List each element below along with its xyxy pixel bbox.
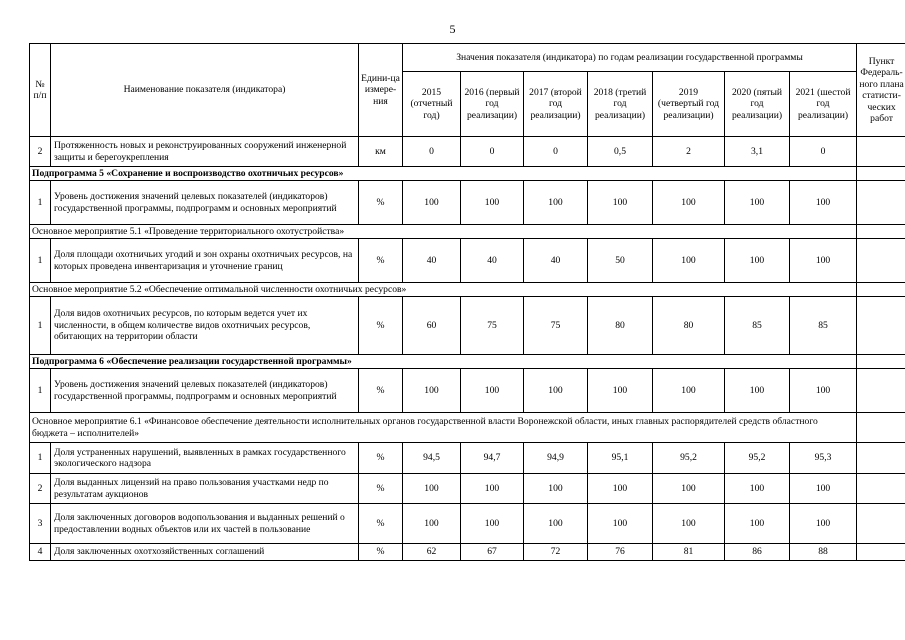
value-cell: 100	[790, 181, 857, 225]
main-event-row	[30, 283, 905, 297]
value-cell: 81	[653, 544, 725, 561]
table-row	[30, 181, 905, 225]
value-cell: 100	[653, 504, 725, 544]
indicator-name: Протяженность новых и реконструированных сооружений инженерной защиты и берегоукрепления	[51, 137, 359, 167]
fed-plan-cell	[857, 297, 905, 355]
value-cell: 100	[403, 474, 461, 504]
value-cell: 94,5	[403, 443, 461, 474]
value-cell: 80	[653, 297, 725, 355]
value-cell: 0	[403, 137, 461, 167]
value-cell: 76	[588, 544, 653, 561]
value-cell: 100	[461, 504, 524, 544]
fed-plan-cell	[857, 225, 905, 239]
subprogram-row	[30, 355, 905, 369]
table-row	[30, 504, 905, 544]
table-row	[30, 544, 905, 561]
value-cell: 100	[461, 181, 524, 225]
value-cell: 100	[653, 239, 725, 283]
unit-cell: %	[359, 443, 403, 474]
fed-plan-cell	[857, 413, 905, 443]
header-year-0: 2015 (отчетный год)	[403, 72, 461, 137]
row-number: 2	[30, 137, 51, 167]
unit-cell: %	[359, 181, 403, 225]
value-cell: 100	[725, 474, 790, 504]
value-cell: 80	[588, 297, 653, 355]
value-cell: 94,7	[461, 443, 524, 474]
indicator-name: Уровень достижения значений целевых показателей (индикаторов) государственной программы, подпрограмм и основных мероприятий	[51, 181, 359, 225]
value-cell: 100	[725, 504, 790, 544]
value-cell: 50	[588, 239, 653, 283]
row-number: 2	[30, 474, 51, 504]
value-cell: 100	[403, 504, 461, 544]
value-cell: 88	[790, 544, 857, 561]
value-cell: 62	[403, 544, 461, 561]
value-cell: 100	[524, 474, 588, 504]
value-cell: 0,5	[588, 137, 653, 167]
value-cell: 2	[653, 137, 725, 167]
main-event-title: Основное мероприятие 5.2 «Обеспечение оптимальной численности охотничьих ресурсов»	[30, 283, 857, 297]
value-cell: 100	[403, 369, 461, 413]
value-cell: 100	[588, 504, 653, 544]
header-fed-plan: Пункт Федераль-ного плана статисти-ческих работ	[857, 44, 905, 137]
value-cell: 95,2	[653, 443, 725, 474]
value-cell: 100	[588, 474, 653, 504]
fed-plan-cell	[857, 239, 905, 283]
indicator-name: Уровень достижения значений целевых показателей (индикаторов) государственной программы, подпрограмм и основных мероприятий	[51, 369, 359, 413]
value-cell: 0	[461, 137, 524, 167]
header-year-4: 2019 (четвертый год реализации)	[653, 72, 725, 137]
unit-cell: %	[359, 544, 403, 561]
value-cell: 100	[790, 239, 857, 283]
value-cell: 85	[790, 297, 857, 355]
fed-plan-cell	[857, 137, 905, 167]
row-number: 3	[30, 504, 51, 544]
table-row	[30, 474, 905, 504]
table-row	[30, 443, 905, 474]
subprogram-row	[30, 167, 905, 181]
row-number: 4	[30, 544, 51, 561]
value-cell: 75	[524, 297, 588, 355]
value-cell: 100	[790, 504, 857, 544]
value-cell: 100	[461, 369, 524, 413]
row-number: 1	[30, 443, 51, 474]
indicator-name: Доля заключенных охотхозяйственных соглашений	[51, 544, 359, 561]
indicators-table	[29, 43, 905, 561]
unit-cell: %	[359, 297, 403, 355]
value-cell: 60	[403, 297, 461, 355]
value-cell: 100	[725, 181, 790, 225]
value-cell: 100	[524, 181, 588, 225]
value-cell: 86	[725, 544, 790, 561]
value-cell: 40	[403, 239, 461, 283]
fed-plan-cell	[857, 355, 905, 369]
fed-plan-cell	[857, 283, 905, 297]
unit-cell: %	[359, 369, 403, 413]
unit-cell: %	[359, 474, 403, 504]
fed-plan-cell	[857, 167, 905, 181]
value-cell: 100	[790, 369, 857, 413]
value-cell: 100	[653, 369, 725, 413]
value-cell: 100	[790, 474, 857, 504]
main-event-title: Основное мероприятие 5.1 «Проведение территориального охотустройства»	[30, 225, 857, 239]
unit-cell: %	[359, 239, 403, 283]
value-cell: 100	[725, 239, 790, 283]
header-year-1: 2016 (первый год реализации)	[461, 72, 524, 137]
fed-plan-cell	[857, 504, 905, 544]
header-year-2: 2017 (второй год реализации)	[524, 72, 588, 137]
value-cell: 40	[461, 239, 524, 283]
value-cell: 75	[461, 297, 524, 355]
subprogram-title: Подпрограмма 5 «Сохранение и воспроизводство охотничьих ресурсов»	[30, 167, 857, 181]
header-name: Наименование показателя (индикатора)	[51, 44, 359, 137]
fed-plan-cell	[857, 181, 905, 225]
header-year-5: 2020 (пятый год реализации)	[725, 72, 790, 137]
unit-cell: км	[359, 137, 403, 167]
value-cell: 0	[790, 137, 857, 167]
fed-plan-cell	[857, 369, 905, 413]
header-year-6: 2021 (шестой год реализации)	[790, 72, 857, 137]
value-cell: 100	[524, 504, 588, 544]
value-cell: 100	[588, 181, 653, 225]
row-number: 1	[30, 369, 51, 413]
value-cell: 94,9	[524, 443, 588, 474]
unit-cell: %	[359, 504, 403, 544]
value-cell: 3,1	[725, 137, 790, 167]
value-cell: 95,1	[588, 443, 653, 474]
main-event-row	[30, 225, 905, 239]
value-cell: 95,3	[790, 443, 857, 474]
indicator-name: Доля заключенных договоров водопользования и выданных решений о предоставлении водных объектов или их частей в пользование	[51, 504, 359, 544]
fed-plan-cell	[857, 443, 905, 474]
main-event-title: Основное мероприятие 6.1 «Финансовое обеспечение деятельности исполнительных органов государственной власти Воронежской области, иных главных распорядителей средств областного бюджета – исполнителей»	[30, 413, 857, 443]
fed-plan-cell	[857, 544, 905, 561]
page-number: 5	[449, 22, 456, 36]
indicator-name: Доля устраненных нарушений, выявленных в рамках государственного экологического надзора	[51, 443, 359, 474]
value-cell: 0	[524, 137, 588, 167]
value-cell: 100	[725, 369, 790, 413]
indicator-name: Доля площади охотничьих угодий и зон охраны охотничьих ресурсов, на которых проведена инвентаризация и уточнение границ	[51, 239, 359, 283]
value-cell: 100	[403, 181, 461, 225]
value-cell: 100	[653, 474, 725, 504]
value-cell: 100	[524, 369, 588, 413]
table-row	[30, 137, 905, 167]
row-number: 1	[30, 181, 51, 225]
header-num: № п/п	[30, 44, 51, 137]
value-cell: 67	[461, 544, 524, 561]
value-cell: 100	[588, 369, 653, 413]
subprogram-title: Подпрограмма 6 «Обеспечение реализации государственной программы»	[30, 355, 857, 369]
value-cell: 85	[725, 297, 790, 355]
value-cell: 100	[653, 181, 725, 225]
value-cell: 40	[524, 239, 588, 283]
table-row	[30, 297, 905, 355]
table-row	[30, 369, 905, 413]
row-number: 1	[30, 297, 51, 355]
main-event-row	[30, 413, 905, 443]
row-number: 1	[30, 239, 51, 283]
header-unit: Едини-ца измере-ния	[359, 44, 403, 137]
indicator-name: Доля выданных лицензий на право пользования участками недр по результатам аукционов	[51, 474, 359, 504]
value-cell: 100	[461, 474, 524, 504]
value-cell: 95,2	[725, 443, 790, 474]
indicator-name: Доля видов охотничьих ресурсов, по которым ведется учет их численности, в общем количестве видов охотничьих ресурсов, обитающих на территории области	[51, 297, 359, 355]
table-row	[30, 239, 905, 283]
header-values-group: Значения показателя (индикатора) по годам реализации государственной программы	[403, 44, 857, 72]
fed-plan-cell	[857, 474, 905, 504]
header-year-3: 2018 (третий год реализации)	[588, 72, 653, 137]
value-cell: 72	[524, 544, 588, 561]
